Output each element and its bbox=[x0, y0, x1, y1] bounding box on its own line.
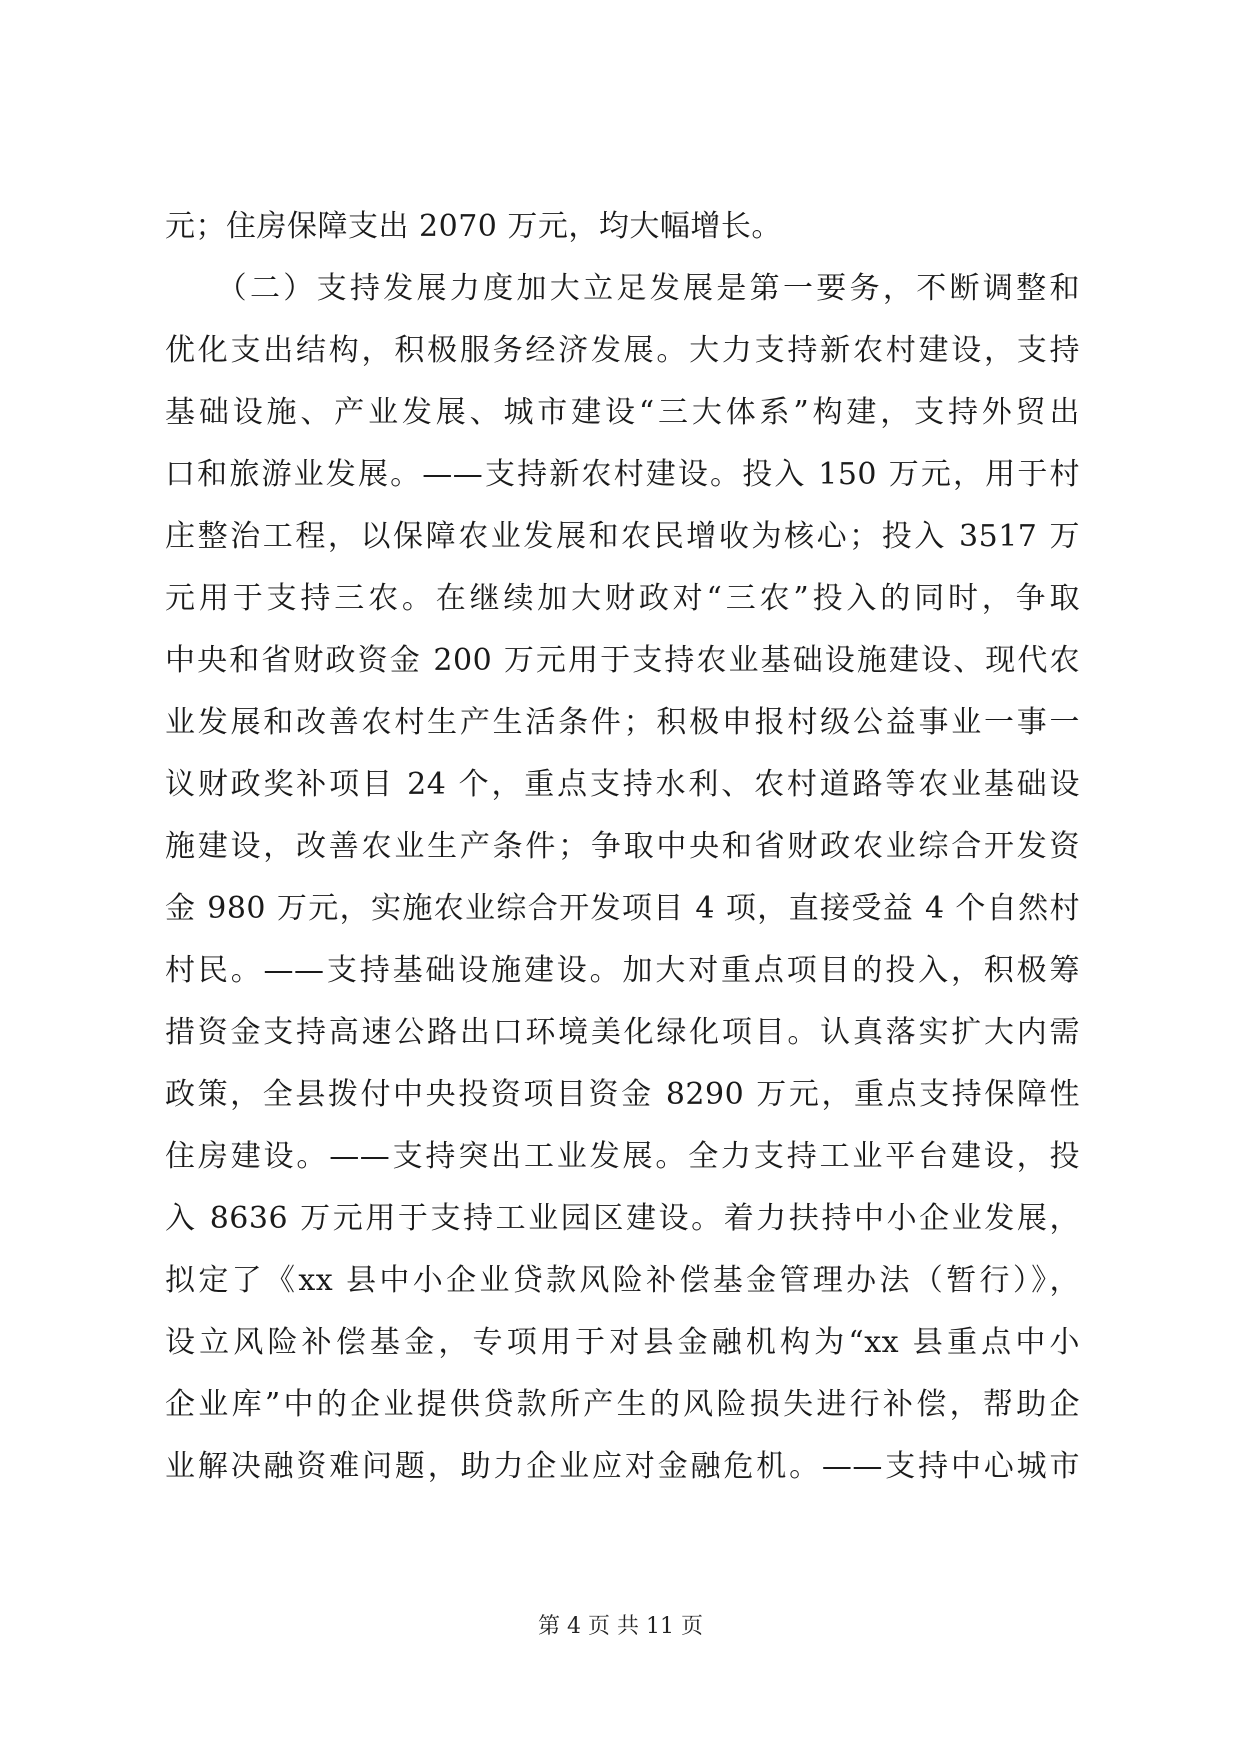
text-line: 金 980 万元，实施农业综合开发项目 4 项，直接受益 4 个自然村 bbox=[165, 891, 1080, 926]
text-line: 住房建设。——支持突出工业发展。全力支持工业平台建设，投 bbox=[165, 1139, 1080, 1174]
text-line: 元；住房保障支出 2070 万元，均大幅增长。 bbox=[165, 209, 782, 244]
text-line: 元用于支持三农。在继续加大财政对“三农”投入的同时，争取 bbox=[165, 581, 1080, 616]
text-line: 入 8636 万元用于支持工业园区建设。着力扶持中小企业发展， bbox=[165, 1201, 1080, 1236]
text-line: 优化支出结构，积极服务经济发展。大力支持新农村建设，支持 bbox=[165, 333, 1080, 368]
text-line: 政策，全县拨付中央投资项目资金 8290 万元，重点支持保障性 bbox=[165, 1077, 1080, 1112]
text-line: 业解决融资难问题，助力企业应对金融危机。——支持中心城市 bbox=[165, 1449, 1080, 1484]
text-line: 企业库”中的企业提供贷款所产生的风险损失进行补偿，帮助企 bbox=[165, 1387, 1080, 1422]
text-line: 村民。——支持基础设施建设。加大对重点项目的投入，积极筹 bbox=[165, 953, 1080, 988]
text-line: （二）支持发展力度加大立足发展是第一要务，不断调整和 bbox=[165, 271, 1080, 306]
text-line: 议财政奖补项目 24 个，重点支持水利、农村道路等农业基础设 bbox=[165, 767, 1080, 802]
text-line: 口和旅游业发展。——支持新农村建设。投入 150 万元，用于村 bbox=[165, 457, 1080, 492]
page-number-footer: 第 4 页 共 11 页 bbox=[538, 1614, 703, 1639]
text-line: 措资金支持高速公路出口环境美化绿化项目。认真落实扩大内需 bbox=[165, 1015, 1080, 1050]
text-line: 设立风险补偿基金，专项用于对县金融机构为“xx 县重点中小 bbox=[165, 1325, 1080, 1360]
text-line: 中央和省财政资金 200 万元用于支持农业基础设施建设、现代农 bbox=[165, 643, 1080, 678]
text-line: 业发展和改善农村生产生活条件；积极申报村级公益事业一事一 bbox=[165, 705, 1080, 740]
body-text bbox=[165, 196, 1080, 1498]
text-line: 庄整治工程，以保障农业发展和农民增收为核心；投入 3517 万 bbox=[165, 519, 1080, 554]
text-line: 拟定了《xx 县中小企业贷款风险补偿基金管理办法（暂行）》， bbox=[165, 1263, 1080, 1298]
text-line: 基础设施、产业发展、城市建设“三大体系”构建，支持外贸出 bbox=[165, 395, 1080, 430]
text-line: 施建设，改善农业生产条件；争取中央和省财政农业综合开发资 bbox=[165, 829, 1080, 864]
